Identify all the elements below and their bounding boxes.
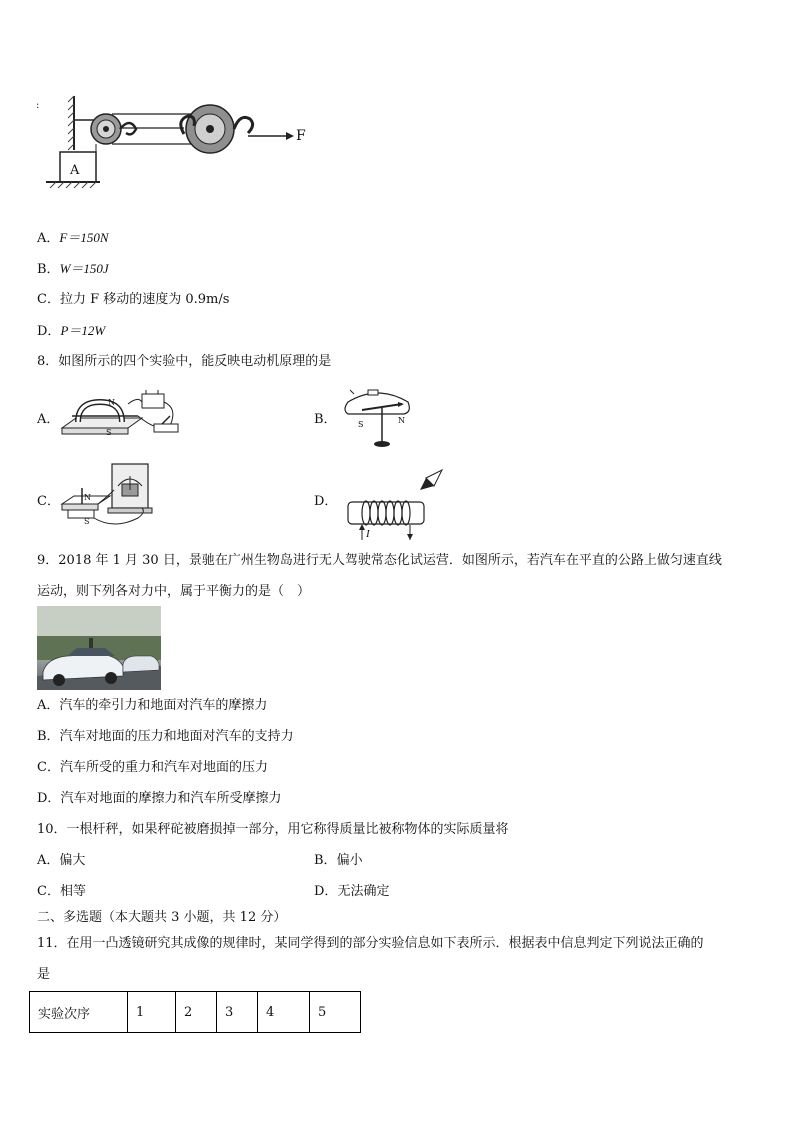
q9-option-c xyxy=(37,760,268,776)
option-letter: A． xyxy=(37,698,60,713)
q8-option-c-letter: C． xyxy=(37,494,60,509)
option-letter: C． xyxy=(37,292,60,307)
experiment-table xyxy=(29,991,361,1033)
option-letter: D． xyxy=(37,324,61,339)
option-letter: D． xyxy=(37,791,61,806)
fig-d-current-label: I xyxy=(366,528,370,540)
left-margin-mark: : xyxy=(36,100,40,111)
q10-option-b xyxy=(314,853,363,869)
option-text: 汽车的牵引力和地面对汽车的摩擦力 xyxy=(59,698,268,713)
option-letter: B． xyxy=(314,853,337,868)
option-letter: A． xyxy=(37,853,60,868)
option-text: 相等 xyxy=(59,884,86,899)
q11-stem-line2: 是 xyxy=(37,967,51,982)
q7-option-b xyxy=(37,261,109,278)
q9-option-d xyxy=(37,791,281,807)
q8-stem: 8．如图所示的四个实验中，能反映电动机原理的是 xyxy=(37,354,332,369)
q9-stem-line2: 运动，则下列各对力中，属于平衡力的是（ ） xyxy=(37,584,311,599)
q10-option-a xyxy=(37,853,85,869)
option-text: 汽车对地面的压力和地面对汽车的支持力 xyxy=(59,729,294,744)
fig-a-s-label: S xyxy=(106,428,112,437)
table-header-cell: 5 xyxy=(310,992,361,1033)
option-letter: D． xyxy=(314,884,338,899)
q8-figure-b xyxy=(340,384,416,452)
q8-figure-c xyxy=(58,460,154,534)
q8-figure-a xyxy=(58,388,188,444)
pulley-figure xyxy=(34,92,324,194)
option-letter: B． xyxy=(37,262,60,277)
table-header-cell: 2 xyxy=(176,992,217,1033)
table-header-cell: 3 xyxy=(217,992,258,1033)
q8-option-d-letter: D． xyxy=(314,494,338,509)
q9-car-photo xyxy=(37,606,161,690)
q10-option-c xyxy=(37,884,86,900)
fig-c-n-label: N xyxy=(84,493,91,502)
option-text: 拉力 F 移动的速度为 0.9m/s xyxy=(59,292,230,307)
fig-b-s-label: S xyxy=(358,420,364,429)
table-row xyxy=(30,992,361,1033)
q8-figure-d xyxy=(344,468,444,544)
fig-a-n-label: N xyxy=(108,398,115,407)
q7-option-a xyxy=(37,230,109,247)
fig-b-n-label: N xyxy=(398,416,405,425)
option-text: P＝12W xyxy=(60,323,106,338)
option-text: W＝150J xyxy=(59,261,109,276)
q7-option-c xyxy=(37,292,229,308)
q8-option-a-letter: A． xyxy=(37,412,60,427)
force-f-label: F xyxy=(296,128,306,144)
table-header-cell: 4 xyxy=(258,992,310,1033)
table-header-cell: 1 xyxy=(128,992,176,1033)
option-text: 汽车所受的重力和汽车对地面的压力 xyxy=(59,760,268,775)
q9-option-b xyxy=(37,729,294,745)
q9-stem-line1: 9．2018 年 1 月 30 日，景驰在广州生物岛进行无人驾驶常态化试运营．如图所示，若汽车在平直的公路上做匀速直线 xyxy=(37,553,722,568)
option-text: 偏小 xyxy=(336,853,363,868)
option-text: 无法确定 xyxy=(337,884,390,899)
q11-stem-line1: 11．在用一凸透镜研究其成像的规律时，某同学得到的部分实验信息如下表所示．根据表中信息判定下列说法正确的 xyxy=(37,936,704,951)
table-header-cell: 实验次序 xyxy=(30,992,128,1033)
fig-c-s-label: S xyxy=(84,517,90,526)
section-heading: 二、多选题（本大题共 3 小题，共 12 分） xyxy=(37,910,287,925)
q10-option-d xyxy=(314,884,389,900)
block-a-label: A xyxy=(70,163,80,178)
q7-option-d xyxy=(37,323,105,340)
option-letter: B． xyxy=(37,729,60,744)
option-text: F＝150N xyxy=(59,230,109,245)
q9-option-a xyxy=(37,698,267,714)
option-letter: C． xyxy=(37,884,60,899)
option-letter: A． xyxy=(37,231,60,246)
q10-stem: 10．一根杆秤，如果秤砣被磨损掉一部分，用它称得质量比被称物体的实际质量将 xyxy=(37,822,509,837)
option-text: 汽车对地面的摩擦力和汽车所受摩擦力 xyxy=(60,791,282,806)
option-text: 偏大 xyxy=(59,853,86,868)
option-letter: C． xyxy=(37,760,60,775)
q8-option-b-letter: B． xyxy=(314,412,337,427)
